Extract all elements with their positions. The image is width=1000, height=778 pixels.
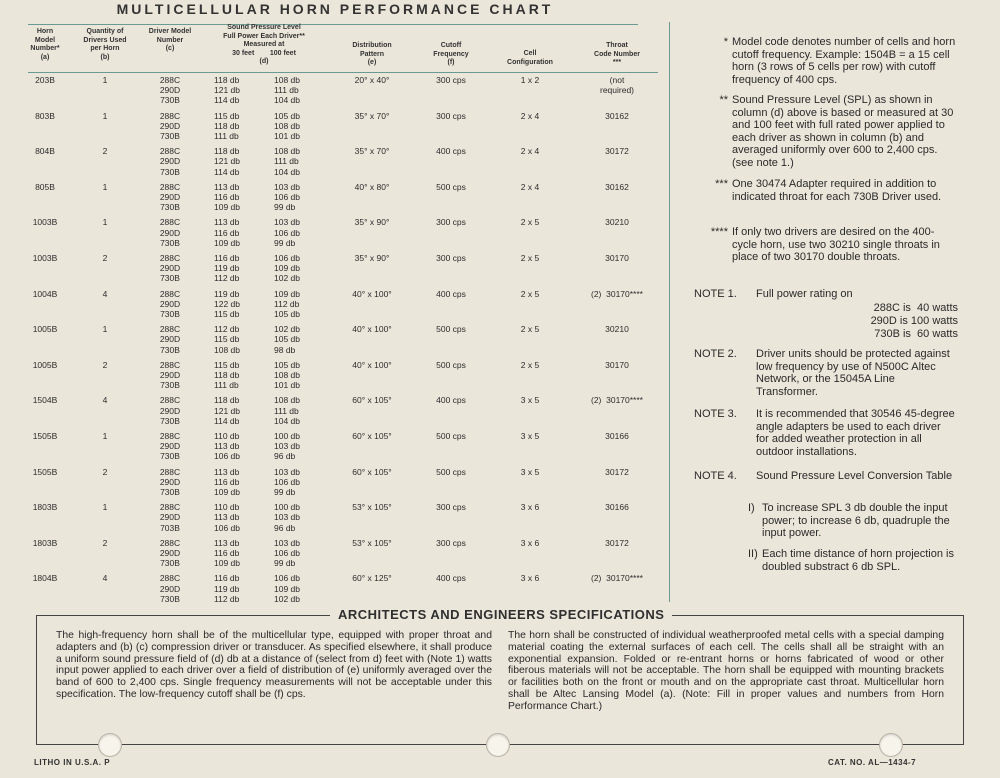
driver-model-cell: 288C 290D 730B [159, 253, 181, 284]
throat-code-cell: 30172 [605, 466, 629, 477]
cutoff-cell: 400 cps [436, 573, 466, 584]
cell-config-cell: 2 x 4 [520, 146, 540, 157]
spl-100ft-cell: 105 db 108 db 101 db [274, 110, 300, 141]
driver-model-cell: 288C 290D 730B [159, 359, 181, 391]
spl-30ft-cell: 113 db 116 db 109 db [214, 466, 240, 497]
cutoff-cell: 300 cps [436, 253, 466, 263]
throat-code-cell: 30172 [605, 537, 629, 548]
specifications-left-text: The high-frequency horn shall be of the multicellular type, equipped with proper throat and adapters and (b) (c) compression driver or transducer. As specified elsewhere, it shall produce a uniform sound pressure field of (d) db at a distance of (select from d) feet with (Note 1) watts input power applied to each driver over a field of distribution of (e) uniformly averaged over the band of 600 to 2,400 cps. Single frequency measurements will not be acceptable under this specification. The low-frequency cutoff shall be (f) cps. [56, 630, 492, 700]
spl-30ft-cell: 110 db 113 db 106 db [214, 431, 240, 462]
driver-model-cell: 288C 290D 730B [159, 217, 181, 248]
cutoff-cell: 300 cps [436, 217, 466, 228]
table-row [28, 360, 658, 394]
note-label: NOTE 4. [694, 470, 737, 482]
cell-config-cell: 3 x 5 [520, 395, 540, 406]
header-quantity: Quantity of Drivers Used per Horn (b) [83, 28, 127, 61]
header-cell-config: Cell Configuration [507, 50, 553, 66]
note-text: Sound Pressure Level Conversion Table [756, 470, 953, 482]
cutoff-cell: 500 cps [436, 466, 466, 477]
horn-model-cell: 1804B [32, 573, 58, 584]
spl-30ft-cell: 118 db 121 db 114 db [214, 75, 240, 106]
distribution-cell: 40° x 80° [354, 181, 390, 192]
chart-title: MULTICELLULAR HORN PERFORMANCE CHART [116, 1, 554, 17]
driver-model-cell: 288C 290D 730B [159, 431, 181, 462]
horn-model-cell: 804B [35, 146, 55, 157]
throat-code-cell: 30172 [605, 146, 629, 157]
distribution-cell: 40° x 100° [352, 359, 392, 370]
quantity-cell: 1 [102, 431, 108, 441]
power-rating-730b: 730B is 60 watts [874, 328, 958, 340]
distribution-cell: 40° x 100° [352, 288, 392, 299]
conversion-number: II) [748, 548, 758, 560]
spl-100ft-cell: 108 db 111 db 104 db [274, 75, 300, 106]
note-label: NOTE 1. [694, 288, 737, 300]
quantity-cell: 1 [102, 502, 108, 513]
horn-model-cell: 1005B [32, 359, 58, 370]
table-row [28, 75, 658, 109]
horn-model-cell: 805B [35, 181, 55, 192]
quantity-cell: 1 [102, 110, 108, 121]
cell-config-cell: 2 x 4 [520, 181, 540, 192]
driver-model-cell: 288C 290D 730B [159, 288, 181, 319]
column-divider [669, 22, 670, 602]
footnote-mark: **** [710, 226, 728, 238]
spl-30ft-cell: 113 db 116 db 109 db [214, 537, 240, 569]
cutoff-cell: 400 cps [436, 288, 466, 299]
cutoff-cell: 500 cps [436, 431, 466, 441]
spl-100ft-cell: 106 db 109 db 102 db [274, 573, 300, 604]
table-row [28, 289, 658, 323]
conversion-number: I) [748, 502, 755, 514]
horn-model-cell: 1505B [32, 431, 58, 441]
cell-config-cell: 3 x 6 [520, 537, 540, 548]
table-row [28, 217, 658, 251]
spl-30ft-cell: 118 db 121 db 114 db [214, 395, 240, 426]
driver-model-cell: 288C 290D 730B [159, 573, 181, 604]
spl-100ft-cell: 105 db 108 db 101 db [274, 359, 300, 391]
table-row [28, 502, 658, 536]
spl-30ft-cell: 115 db 118 db 111 db [214, 110, 240, 141]
note-text: Driver units should be protected against low frequency by use of N500C Altec Network, or the 15045A Line Transformer. [756, 348, 950, 398]
quantity-cell: 4 [102, 573, 108, 584]
horn-model-cell: 1803B [32, 502, 58, 513]
distribution-cell: 35° x 90° [354, 253, 390, 263]
cell-config-cell: 2 x 5 [520, 288, 540, 299]
distribution-cell: 20° x 40° [354, 75, 390, 85]
cell-config-cell: 2 x 5 [520, 359, 540, 370]
quantity-cell: 1 [102, 181, 108, 192]
spl-100ft-cell: 103 db 106 db 99 db [274, 181, 300, 213]
spl-30ft-cell: 116 db 119 db 112 db [214, 253, 240, 284]
quantity-cell: 4 [102, 288, 108, 299]
power-rating-290d: 290D is 100 watts [870, 315, 958, 327]
binder-hole [98, 733, 122, 757]
binder-hole [486, 733, 510, 757]
quantity-cell: 2 [102, 537, 108, 548]
cutoff-cell: 500 cps [436, 324, 466, 335]
title-rule [28, 24, 638, 25]
distribution-cell: 35° x 70° [354, 110, 390, 121]
cutoff-cell: 500 cps [436, 181, 466, 192]
distribution-cell: 40° x 100° [352, 324, 392, 335]
throat-code-cell: 30166 [605, 431, 629, 441]
horn-model-cell: 1803B [32, 537, 58, 548]
conversion-text: To increase SPL 3 db double the input power; to increase 6 db, quadruple the input power. [762, 502, 950, 539]
footnote-text: Sound Pressure Level (SPL) as shown in column (d) above is based or measured at 30 and 100 feet with full rated power applied to each driver as shown in column (b) and averaged uniformly over 600 to 2,400 cps. (see note 1.) [732, 94, 954, 169]
cell-config-cell: 2 x 5 [520, 253, 540, 263]
throat-code-cell: 30170 [605, 359, 629, 370]
throat-code-cell: 30210 [605, 324, 629, 335]
table-row [28, 182, 658, 216]
quantity-cell: 1 [102, 217, 108, 228]
table-header [28, 24, 658, 70]
footer-catalog-number: CAT. NO. AL—1434-7 [828, 758, 917, 767]
spl-100ft-cell: 100 db 103 db 96 db [274, 431, 300, 462]
throat-code-cell: 30162 [605, 181, 629, 192]
table-row [28, 431, 658, 465]
throat-code-cell: (2) 30170**** [591, 573, 643, 584]
spl-30ft-cell: 110 db 113 db 106 db [214, 502, 240, 533]
distribution-cell: 53° x 105° [352, 537, 392, 548]
table-row [28, 573, 658, 607]
spl-100ft-cell: 103 db 106 db 99 db [274, 217, 300, 248]
distribution-cell: 35° x 90° [354, 217, 390, 228]
cell-config-cell: 1 x 2 [520, 75, 540, 85]
specifications-right-text: The horn shall be constructed of individual weatherproofed metal cells with a special damping material coating the external surfaces of each cell. The cells shall all be straight with an exponential expansion. Folded or re-entrant horns or horns fabricated of wood or other fiberous materials will not be acceptable. The horn shall be equipped with mounting brackets or facilities both on the front or mouth and on the appropriate cast throat. Multicellular horn shall be Altec Lansing Model (a). (Note: Fill in proper values and numbers from Horn Performance Chart.) [508, 630, 944, 712]
horn-model-cell: 1504B [32, 395, 58, 406]
quantity-cell: 4 [102, 395, 108, 406]
cutoff-cell: 500 cps [436, 359, 466, 370]
horn-model-cell: 803B [35, 110, 55, 121]
driver-model-cell: 288C 290D 730B [159, 146, 181, 177]
spl-30ft-cell: 112 db 115 db 108 db [214, 324, 240, 355]
quantity-cell: 2 [102, 146, 108, 157]
note-text: Full power rating on [756, 288, 853, 300]
header-distribution: Distribution Pattern (e) [352, 42, 392, 66]
cutoff-cell: 400 cps [436, 395, 466, 406]
driver-model-cell: 288C 290D 703B [159, 502, 181, 533]
table-row [28, 146, 658, 180]
spl-30ft-cell: 118 db 121 db 114 db [214, 146, 240, 177]
table-row [28, 324, 658, 358]
distribution-cell: 35° x 70° [354, 146, 390, 157]
distribution-cell: 60° x 105° [352, 431, 392, 441]
footer-printer: LITHO IN U.S.A. P [34, 758, 111, 767]
spl-100ft-cell: 102 db 105 db 98 db [274, 324, 300, 355]
cutoff-cell: 300 cps [436, 110, 466, 121]
cell-config-cell: 3 x 5 [520, 466, 540, 477]
binder-hole [879, 733, 903, 757]
footnote-mark: *** [715, 178, 728, 190]
footnote-mark: * [723, 36, 728, 48]
spl-100ft-cell: 108 db 111 db 104 db [274, 395, 300, 426]
driver-model-cell: 288C 290D 730B [159, 395, 181, 426]
footnote-text: Model code denotes number of cells and horn cutoff frequency. Example: 1504B = a 15 cell horn (3 rows of 5 cells per row) with cutoff frequency of 400 cps. [732, 36, 956, 86]
driver-model-cell: 288C 290D 730B [159, 324, 181, 355]
horn-model-cell: 1003B [32, 217, 58, 228]
distribution-cell: 60° x 105° [352, 466, 392, 477]
throat-code-cell: 30162 [605, 110, 629, 121]
quantity-cell: 2 [102, 466, 108, 477]
spl-100ft-cell: 108 db 111 db 104 db [274, 146, 300, 177]
table-row [28, 538, 658, 572]
spl-100ft-cell: 106 db 109 db 102 db [274, 253, 300, 284]
spl-100ft-cell: 100 db 103 db 96 db [274, 502, 300, 533]
driver-model-cell: 288C 290D 730B [159, 537, 181, 569]
quantity-cell: 1 [102, 75, 108, 85]
throat-code-cell: 30166 [605, 502, 629, 513]
header-spl: Sound Pressure Level Full Power Each Driver** Measured at 30 feet 100 feet (d) [223, 24, 305, 65]
spl-30ft-cell: 113 db 116 db 109 db [214, 217, 240, 248]
quantity-cell: 1 [102, 324, 108, 335]
horn-model-cell: 1003B [32, 253, 58, 263]
spl-30ft-cell: 119 db 122 db 115 db [214, 288, 240, 319]
footnote-mark: ** [719, 94, 728, 106]
table-row [28, 253, 658, 287]
note-label: NOTE 2. [694, 348, 737, 360]
driver-model-cell: 288C 290D 730B [159, 181, 181, 213]
specifications-title: ARCHITECTS AND ENGINEERS SPECIFICATIONS [330, 607, 672, 622]
conversion-text: Each time distance of horn projection is doubled substract 6 db SPL. [762, 548, 954, 573]
driver-model-cell: 288C 290D 730B [159, 110, 181, 141]
spl-30ft-cell: 116 db 119 db 112 db [214, 573, 240, 604]
header-cutoff: Cutoff Frequency (f) [433, 42, 469, 66]
spl-100ft-cell: 103 db 106 db 99 db [274, 537, 300, 569]
footnote-text: If only two drivers are desired on the 400-cycle horn, use two 30210 single throats in place of two 30170 double throats. [732, 226, 940, 263]
distribution-cell: 60° x 105° [352, 395, 392, 406]
note-text: It is recommended that 30546 45-degree angle adapters be used to each driver for added weather protection in all outdoor installations. [756, 408, 955, 458]
throat-code-cell: 30210 [605, 217, 629, 228]
driver-model-cell: 288C 290D 730B [159, 75, 181, 106]
header-driver-model: Driver Model Number (c) [148, 28, 192, 52]
header-throat: Throat Code Number *** [594, 42, 640, 66]
spl-100ft-cell: 103 db 106 db 99 db [274, 466, 300, 497]
table-row [28, 467, 658, 501]
spl-30ft-cell: 113 db 116 db 109 db [214, 181, 240, 213]
distribution-cell: 53° x 105° [352, 502, 392, 513]
cutoff-cell: 300 cps [436, 75, 466, 85]
header-rule [28, 72, 658, 73]
throat-code-cell: (2) 30170**** [591, 288, 643, 299]
distribution-cell: 60° x 125° [352, 573, 392, 584]
horn-model-cell: 203B [35, 75, 55, 85]
quantity-cell: 2 [102, 359, 108, 370]
table-row [28, 111, 658, 145]
cell-config-cell: 3 x 6 [520, 573, 540, 584]
cutoff-cell: 300 cps [436, 537, 466, 548]
throat-code-cell: 30170 [605, 253, 629, 263]
cutoff-cell: 300 cps [436, 502, 466, 513]
cell-config-cell: 2 x 5 [520, 324, 540, 335]
horn-model-cell: 1004B [32, 288, 58, 299]
table-row [28, 395, 658, 429]
spl-100ft-cell: 109 db 112 db 105 db [274, 288, 300, 319]
note-label: NOTE 3. [694, 408, 737, 420]
horn-model-cell: 1505B [32, 466, 58, 477]
throat-code-cell: (not required) [599, 75, 635, 96]
header-horn-model: Horn Model Number* (a) [30, 28, 60, 61]
horn-model-cell: 1005B [32, 324, 58, 335]
quantity-cell: 2 [102, 253, 108, 263]
cutoff-cell: 400 cps [436, 146, 466, 157]
spl-30ft-cell: 115 db 118 db 111 db [214, 359, 240, 391]
footnote-text: One 30474 Adapter required in addition to indicated throat for each 730B Driver used. [732, 178, 942, 203]
throat-code-cell: (2) 30170**** [591, 395, 643, 406]
cell-config-cell: 2 x 4 [520, 110, 540, 121]
power-rating-288c: 288C is 40 watts [873, 302, 958, 314]
cell-config-cell: 2 x 5 [520, 217, 540, 228]
driver-model-cell: 288C 290D 730B [159, 466, 181, 497]
cell-config-cell: 3 x 5 [520, 431, 540, 441]
cell-config-cell: 3 x 6 [520, 502, 540, 513]
